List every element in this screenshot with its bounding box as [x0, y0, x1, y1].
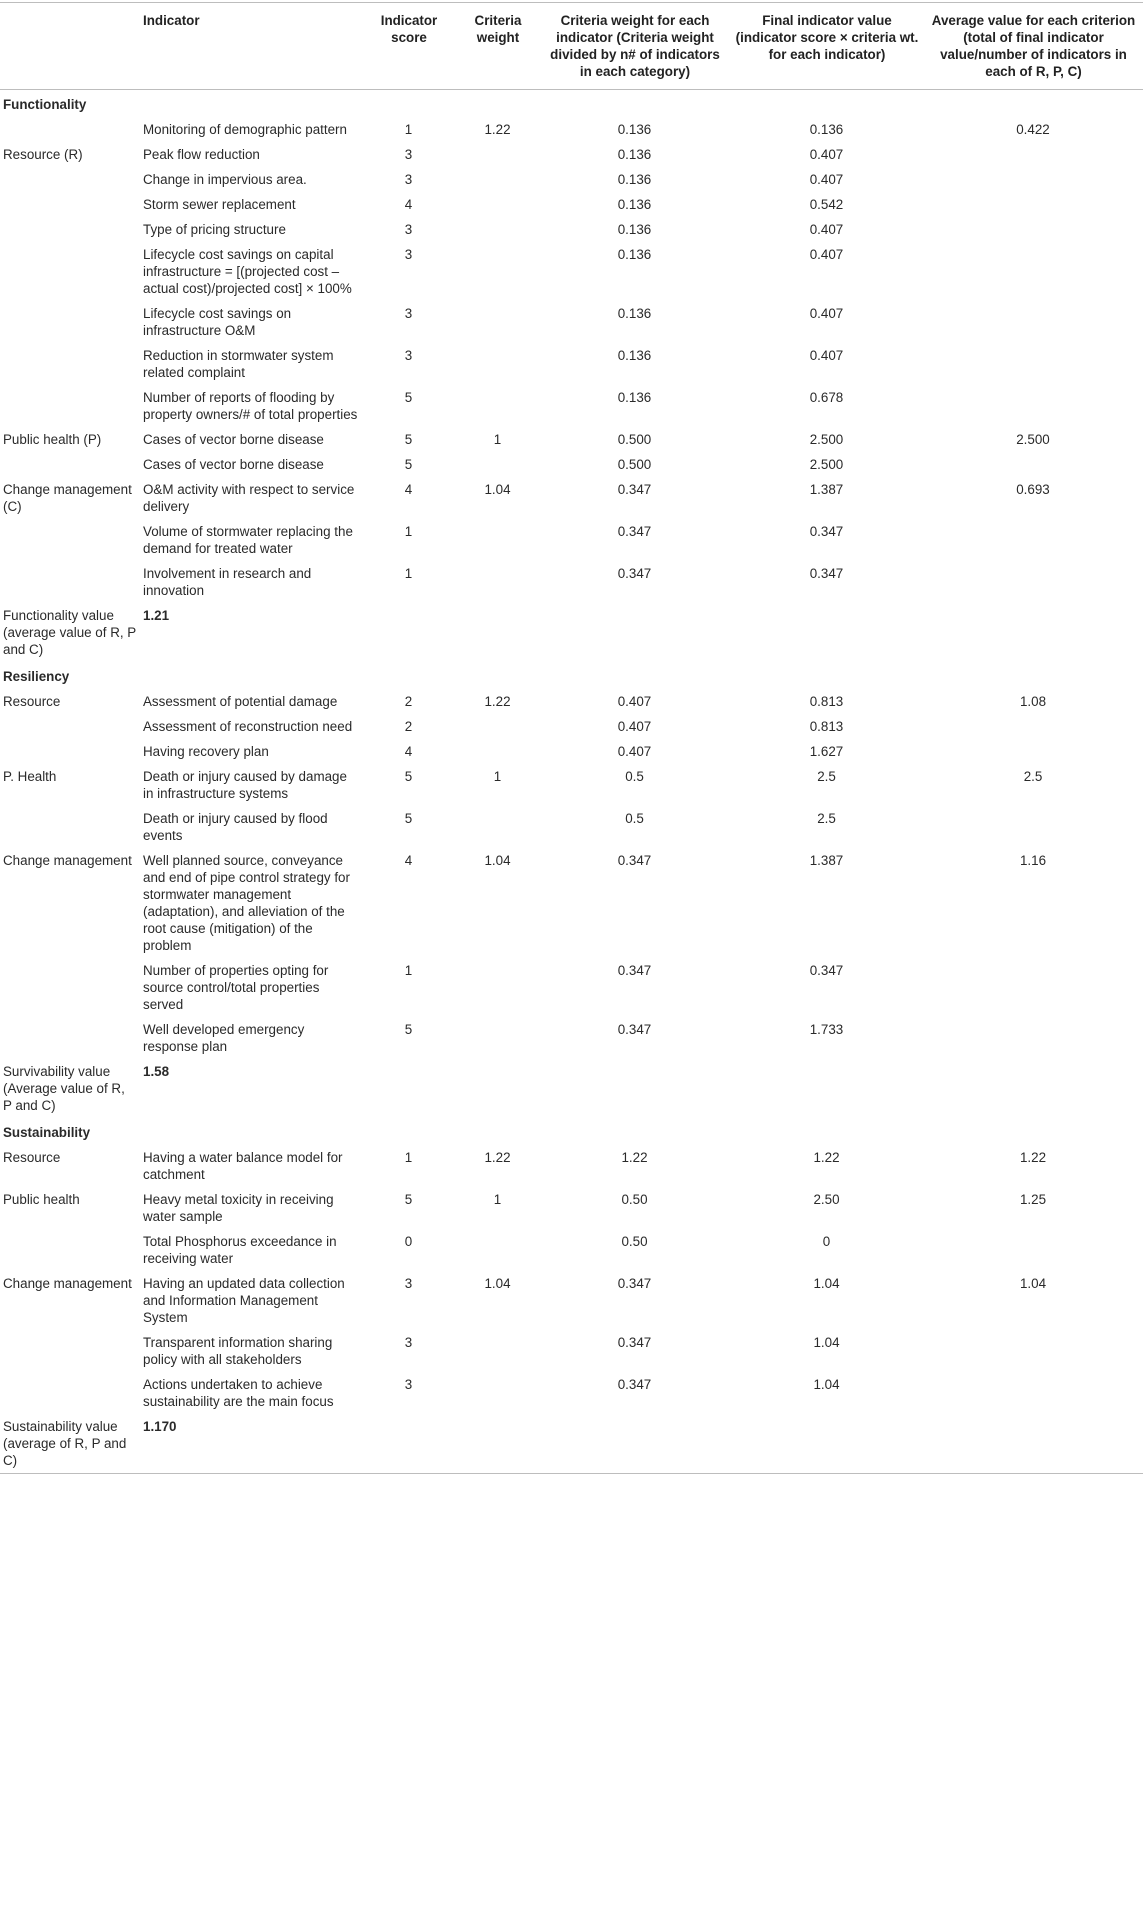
- indicator-score-cell: 4: [404, 853, 413, 868]
- criteria-weight-cell: [456, 192, 540, 217]
- section-row: [0, 90, 1143, 118]
- average-value-cell: 1.04: [1019, 1276, 1047, 1291]
- table-row: [0, 561, 1143, 603]
- average-value-cell: [924, 1229, 1143, 1271]
- indicator-cell: Change in impervious area.: [143, 172, 307, 187]
- table-row: [0, 958, 1143, 1017]
- weight-per-indicator-cell: 0.347: [617, 524, 652, 539]
- category-cell: [0, 452, 140, 477]
- weight-per-indicator-cell: 0.136: [617, 147, 652, 162]
- indicator-cell: Volume of stormwater replacing the demand for treated water: [143, 524, 353, 556]
- table-row: [0, 452, 1143, 477]
- category-cell: Resource (R): [3, 147, 83, 162]
- category-cell: [0, 739, 140, 764]
- table-row: [0, 1187, 1143, 1229]
- table-row: [0, 343, 1143, 385]
- category-cell: [0, 167, 140, 192]
- weight-per-indicator-cell: 0.136: [617, 122, 652, 137]
- category-cell: [0, 561, 140, 603]
- indicator-cell: Having an updated data collection and Information Management System: [143, 1276, 345, 1325]
- category-cell: [0, 1372, 140, 1414]
- average-value-cell: [924, 217, 1143, 242]
- final-value-cell: 0.813: [809, 694, 844, 709]
- category-cell: Change management: [3, 1276, 132, 1291]
- indicator-score-cell: 5: [404, 432, 413, 447]
- weight-per-indicator-cell: 0.407: [617, 694, 652, 709]
- table-body: [0, 90, 1143, 1474]
- table-row: [0, 427, 1143, 452]
- average-value-cell: [924, 192, 1143, 217]
- indicator-score-cell: 3: [404, 247, 413, 262]
- final-value-cell: 1.22: [813, 1150, 840, 1165]
- category-cell: [0, 343, 140, 385]
- final-value-cell: 2.500: [809, 432, 844, 447]
- final-value-cell: 0.407: [809, 348, 844, 363]
- average-value-cell: [924, 142, 1143, 167]
- average-value-cell: 1.08: [1019, 694, 1047, 709]
- final-value-cell: 1.04: [813, 1335, 840, 1350]
- indicator-score-cell: 4: [404, 482, 413, 497]
- weight-per-indicator-cell: 0.5: [625, 769, 644, 784]
- final-value-cell: 0.407: [809, 222, 844, 237]
- criteria-weight-cell: 1.22: [484, 694, 511, 709]
- final-value-cell: 0.407: [809, 172, 844, 187]
- final-value-cell: 2.50: [813, 1192, 840, 1207]
- final-value-cell: 0: [822, 1234, 831, 1249]
- final-value-cell: 1.387: [809, 482, 844, 497]
- indicator-score-cell: 3: [404, 1276, 413, 1291]
- table-row: [0, 1330, 1143, 1372]
- final-value-cell: 0.136: [809, 122, 844, 137]
- table-row: [0, 1145, 1143, 1187]
- indicator-score-cell: 1: [404, 566, 413, 581]
- weight-per-indicator-cell: 0.347: [617, 1335, 652, 1350]
- final-value-cell: 1.387: [809, 853, 844, 868]
- table-row: [0, 142, 1143, 167]
- summary-row: [0, 1414, 1143, 1474]
- indicator-score-cell: 1: [404, 122, 413, 137]
- indicator-cell: Having recovery plan: [143, 744, 269, 759]
- category-cell: [0, 519, 140, 561]
- weight-per-indicator-cell: 0.347: [617, 1022, 652, 1037]
- indicator-cell: Lifecycle cost savings on capital infrastructure = [(projected cost – actual cost)/projected cost] × 100%: [143, 247, 352, 296]
- weight-per-indicator-cell: 0.136: [617, 197, 652, 212]
- criteria-weight-cell: [456, 385, 540, 427]
- criteria-weight-cell: 1.04: [484, 482, 511, 497]
- weight-per-indicator-cell: 0.407: [617, 719, 652, 734]
- weight-per-indicator-cell: 0.136: [617, 306, 652, 321]
- average-value-cell: 2.500: [1016, 432, 1050, 447]
- average-value-cell: [924, 301, 1143, 343]
- average-value-cell: [924, 1330, 1143, 1372]
- indicator-score-cell: 1: [404, 1150, 413, 1165]
- section-title: Functionality: [3, 97, 87, 112]
- weight-per-indicator-cell: 0.5: [625, 811, 644, 826]
- weight-per-indicator-cell: 0.407: [617, 744, 652, 759]
- indicator-cell: Assessment of reconstruction need: [143, 719, 353, 734]
- criteria-weight-cell: 1.22: [484, 122, 511, 137]
- indicator-cell: Actions undertaken to achieve sustainability are the main focus: [143, 1377, 334, 1409]
- average-value-cell: 1.22: [1019, 1150, 1047, 1165]
- criteria-weight-cell: [456, 1330, 540, 1372]
- average-value-cell: 1.25: [1019, 1192, 1047, 1207]
- indicator-cell: Heavy metal toxicity in receiving water sample: [143, 1192, 334, 1224]
- final-value-cell: 0.407: [809, 306, 844, 321]
- summary-label: Functionality value (average value of R, P and C): [3, 608, 136, 657]
- indicator-score-cell: 5: [404, 457, 413, 472]
- average-value-cell: [924, 806, 1143, 848]
- category-cell: [0, 301, 140, 343]
- category-cell: [0, 1017, 140, 1059]
- indicator-cell: Involvement in research and innovation: [143, 566, 312, 598]
- table-row: [0, 192, 1143, 217]
- weight-per-indicator-cell: 0.347: [617, 1276, 652, 1291]
- final-value-cell: 0.347: [809, 566, 844, 581]
- weight-per-indicator-cell: 0.136: [617, 172, 652, 187]
- category-cell: [0, 1229, 140, 1271]
- category-cell: [0, 385, 140, 427]
- criteria-weight-cell: 1: [493, 432, 502, 447]
- header-indicator-score: Indicator score: [380, 13, 438, 45]
- weight-per-indicator-cell: 1.22: [621, 1150, 648, 1165]
- final-value-cell: 1.04: [813, 1377, 840, 1392]
- final-value-cell: 0.678: [809, 390, 844, 405]
- indicator-score-cell: 3: [404, 222, 413, 237]
- criteria-weight-cell: [456, 142, 540, 167]
- table-row: [0, 1271, 1143, 1330]
- weight-per-indicator-cell: 0.136: [617, 247, 652, 262]
- average-value-cell: 0.693: [1016, 482, 1050, 497]
- final-value-cell: 2.500: [809, 457, 844, 472]
- header-average-value: Average value for each criterion (total of final indicator value/number of indicators in each of R, P, C): [931, 13, 1136, 79]
- table-row: [0, 385, 1143, 427]
- final-value-cell: 0.347: [809, 963, 844, 978]
- section-row: [0, 662, 1143, 689]
- average-value-cell: [924, 343, 1143, 385]
- indicator-table: [0, 2, 1143, 1474]
- indicator-score-cell: 1: [404, 963, 413, 978]
- weight-per-indicator-cell: 0.347: [617, 566, 652, 581]
- weight-per-indicator-cell: 0.136: [617, 348, 652, 363]
- indicator-cell: Lifecycle cost savings on infrastructure O&M: [143, 306, 292, 338]
- indicator-cell: Death or injury caused by flood events: [143, 811, 328, 843]
- table-row: [0, 848, 1143, 958]
- table-row: [0, 117, 1143, 142]
- category-cell: Public health: [3, 1192, 80, 1207]
- weight-per-indicator-cell: 0.136: [617, 222, 652, 237]
- weight-per-indicator-cell: 0.500: [617, 457, 652, 472]
- category-cell: [0, 958, 140, 1017]
- average-value-cell: [924, 714, 1143, 739]
- indicator-score-cell: 3: [404, 348, 413, 363]
- indicator-score-cell: 5: [404, 811, 413, 826]
- criteria-weight-cell: [456, 806, 540, 848]
- summary-row: [0, 1059, 1143, 1118]
- indicator-cell: Cases of vector borne disease: [143, 432, 324, 447]
- criteria-weight-cell: [456, 519, 540, 561]
- final-value-cell: 0.542: [809, 197, 844, 212]
- criteria-weight-cell: [456, 217, 540, 242]
- indicator-score-cell: 5: [404, 769, 413, 784]
- indicator-cell: Transparent information sharing policy with all stakeholders: [143, 1335, 333, 1367]
- criteria-weight-cell: [456, 1372, 540, 1414]
- final-value-cell: 2.5: [817, 769, 836, 784]
- average-value-cell: [924, 242, 1143, 301]
- table-row: [0, 301, 1143, 343]
- indicator-score-cell: 2: [404, 719, 413, 734]
- table-row: [0, 1229, 1143, 1271]
- header-criteria-weight: Criteria weight: [474, 13, 522, 45]
- indicator-score-cell: 4: [404, 744, 413, 759]
- indicator-cell: Cases of vector borne disease: [143, 457, 324, 472]
- table-row: [0, 764, 1143, 806]
- summary-value: 1.21: [143, 608, 170, 623]
- table-row: [0, 242, 1143, 301]
- category-cell: [0, 714, 140, 739]
- indicator-cell: Number of properties opting for source control/total properties served: [143, 963, 329, 1012]
- average-value-cell: [924, 739, 1143, 764]
- category-cell: [0, 242, 140, 301]
- indicator-cell: O&M activity with respect to service delivery: [143, 482, 355, 514]
- summary-row: [0, 603, 1143, 662]
- criteria-weight-cell: 1.04: [484, 853, 511, 868]
- category-cell: Resource: [3, 694, 61, 709]
- indicator-score-cell: 5: [404, 1192, 413, 1207]
- indicator-score-cell: 3: [404, 1377, 413, 1392]
- average-value-cell: [924, 385, 1143, 427]
- average-value-cell: [924, 1372, 1143, 1414]
- indicator-cell: Well planned source, conveyance and end of pipe control strategy for stormwater management (adaptation), and alleviation of the root cause (mitigation) of the problem: [143, 853, 350, 953]
- category-cell: P. Health: [3, 769, 57, 784]
- category-cell: [0, 117, 140, 142]
- summary-label: Sustainability value (average of R, P and C): [3, 1419, 127, 1468]
- indicator-cell: Having a water balance model for catchment: [143, 1150, 343, 1182]
- final-value-cell: 1.733: [809, 1022, 844, 1037]
- indicator-cell: Monitoring of demographic pattern: [143, 122, 347, 137]
- table-row: [0, 1017, 1143, 1059]
- weight-per-indicator-cell: 0.500: [617, 432, 652, 447]
- header-criteria-weight-per-indicator: Criteria weight for each indicator (Criteria weight divided by n# of indicators in each category): [550, 13, 720, 79]
- average-value-cell: [924, 1017, 1143, 1059]
- category-cell: [0, 192, 140, 217]
- header-indicator: Indicator: [143, 13, 200, 28]
- final-value-cell: 1.04: [813, 1276, 840, 1291]
- summary-value: 1.170: [143, 1419, 177, 1434]
- indicator-score-cell: 5: [404, 390, 413, 405]
- criteria-weight-cell: 1: [493, 769, 502, 784]
- indicator-score-cell: 3: [404, 172, 413, 187]
- category-cell: [0, 217, 140, 242]
- criteria-weight-cell: 1.04: [484, 1276, 511, 1291]
- average-value-cell: 2.5: [1023, 769, 1043, 784]
- indicator-score-cell: 3: [404, 1335, 413, 1350]
- weight-per-indicator-cell: 0.347: [617, 482, 652, 497]
- average-value-cell: [924, 167, 1143, 192]
- indicator-score-cell: 3: [404, 306, 413, 321]
- criteria-weight-cell: [456, 242, 540, 301]
- average-value-cell: [924, 561, 1143, 603]
- header-row: [0, 3, 1143, 90]
- header-category: [0, 3, 140, 90]
- indicator-cell: Peak flow reduction: [143, 147, 260, 162]
- indicator-cell: Total Phosphorus exceedance in receiving water: [143, 1234, 337, 1266]
- table-row: [0, 689, 1143, 714]
- category-cell: Change management (C): [3, 482, 132, 514]
- average-value-cell: 1.16: [1019, 853, 1047, 868]
- indicator-score-cell: 4: [404, 197, 413, 212]
- indicator-score-cell: 5: [404, 1022, 413, 1037]
- table-row: [0, 167, 1143, 192]
- indicator-cell: Number of reports of flooding by property owners/# of total properties: [143, 390, 358, 422]
- weight-per-indicator-cell: 0.347: [617, 1377, 652, 1392]
- average-value-cell: 0.422: [1016, 122, 1050, 137]
- summary-value: 1.58: [143, 1064, 170, 1079]
- criteria-weight-cell: 1: [493, 1192, 502, 1207]
- criteria-weight-cell: [456, 167, 540, 192]
- indicator-score-cell: 0: [404, 1234, 413, 1249]
- average-value-cell: [924, 519, 1143, 561]
- indicator-cell: Assessment of potential damage: [143, 694, 338, 709]
- final-value-cell: 0.407: [809, 247, 844, 262]
- criteria-weight-cell: [456, 958, 540, 1017]
- average-value-cell: [924, 452, 1143, 477]
- section-row: [0, 1118, 1143, 1145]
- indicator-score-cell: 1: [404, 524, 413, 539]
- category-cell: Resource: [3, 1150, 61, 1165]
- section-title: Sustainability: [3, 1125, 91, 1140]
- category-cell: Change management: [3, 853, 132, 868]
- indicator-cell: Well developed emergency response plan: [143, 1022, 305, 1054]
- indicator-cell: Storm sewer replacement: [143, 197, 296, 212]
- average-value-cell: [924, 958, 1143, 1017]
- weight-per-indicator-cell: 0.347: [617, 963, 652, 978]
- table-header: [0, 3, 1143, 90]
- criteria-weight-cell: [456, 561, 540, 603]
- final-value-cell: 0.407: [809, 147, 844, 162]
- criteria-weight-cell: 1.22: [484, 1150, 511, 1165]
- weight-per-indicator-cell: 0.136: [617, 390, 652, 405]
- category-cell: [0, 806, 140, 848]
- final-value-cell: 0.347: [809, 524, 844, 539]
- table-row: [0, 477, 1143, 519]
- criteria-weight-cell: [456, 1229, 540, 1271]
- criteria-weight-cell: [456, 301, 540, 343]
- table-row: [0, 806, 1143, 848]
- final-value-cell: 2.5: [817, 811, 836, 826]
- criteria-weight-cell: [456, 739, 540, 764]
- table-row: [0, 739, 1143, 764]
- indicator-score-cell: 3: [404, 147, 413, 162]
- criteria-weight-cell: [456, 343, 540, 385]
- table-row: [0, 714, 1143, 739]
- criteria-weight-cell: [456, 714, 540, 739]
- summary-label: Survivability value (Average value of R, P and C): [3, 1064, 125, 1113]
- header-final-indicator-value: Final indicator value (indicator score × criteria wt. for each indicator): [735, 13, 919, 62]
- category-cell: Public health (P): [3, 432, 102, 447]
- criteria-weight-cell: [456, 452, 540, 477]
- indicator-cell: Type of pricing structure: [143, 222, 286, 237]
- section-title: Resiliency: [3, 669, 70, 684]
- table-row: [0, 1372, 1143, 1414]
- criteria-weight-cell: [456, 1017, 540, 1059]
- final-value-cell: 0.813: [809, 719, 844, 734]
- table-row: [0, 519, 1143, 561]
- category-cell: [0, 1330, 140, 1372]
- weight-per-indicator-cell: 0.50: [621, 1234, 648, 1249]
- weight-per-indicator-cell: 0.50: [621, 1192, 648, 1207]
- final-value-cell: 1.627: [809, 744, 844, 759]
- weight-per-indicator-cell: 0.347: [617, 853, 652, 868]
- indicator-score-cell: 2: [404, 694, 413, 709]
- indicator-cell: Death or injury caused by damage in infrastructure systems: [143, 769, 347, 801]
- indicator-cell: Reduction in stormwater system related complaint: [143, 348, 334, 380]
- table-row: [0, 217, 1143, 242]
